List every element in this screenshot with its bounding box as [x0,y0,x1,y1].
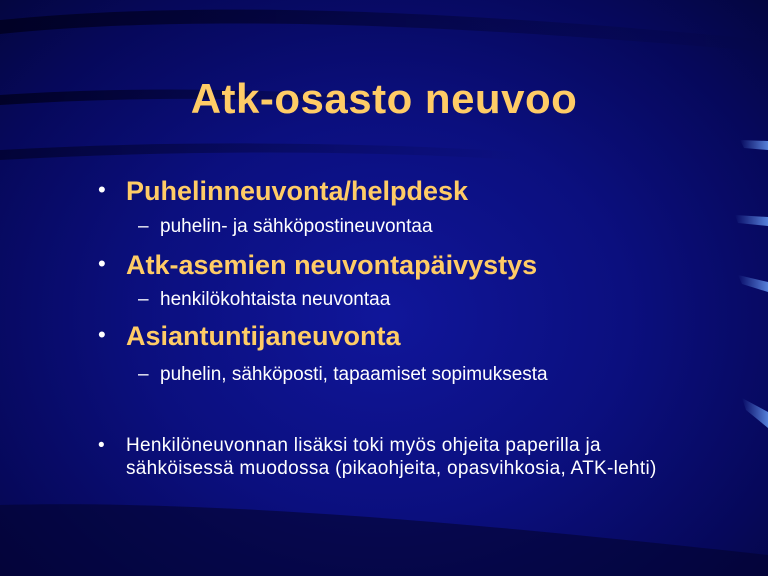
bullet-label: Puhelinneuvonta/helpdesk [126,176,469,206]
bullet-workstation-support [98,250,538,281]
dash-marker: – [138,216,149,237]
bullet-expert-advice [98,321,401,352]
bullet-label: Asiantuntijaneuvonta [126,321,401,351]
subbullet-workstation-support [138,289,391,311]
subbullet-label: puhelin- ja sähköpostineuvontaa [160,216,433,237]
subbullet-helpdesk [138,216,433,238]
dash-marker: – [138,289,149,310]
bullet-marker: • [98,177,106,202]
bullet-marker: • [98,435,105,456]
bullet-label: Atk-asemien neuvontapäivystys [126,250,538,280]
bullet-marker: • [98,251,106,276]
dash-marker: – [138,364,149,385]
subbullet-expert-advice [138,364,548,386]
bullet-marker: • [98,322,106,347]
subbullet-label: puhelin, sähköposti, tapaamiset sopimuksesta [160,364,548,385]
closing-note-line-2: sähköisessä muodossa (pikaohjeita, opasvihkosia, ATK-lehti) [126,458,657,479]
slide-title: Atk-osasto neuvoo [190,75,578,122]
bullet-helpdesk [98,176,469,207]
subbullet-label: henkilökohtaista neuvontaa [160,289,391,310]
closing-note-line-1: Henkilöneuvonnan lisäksi toki myös ohjeita paperilla ja [126,435,601,456]
closing-note [98,434,746,480]
